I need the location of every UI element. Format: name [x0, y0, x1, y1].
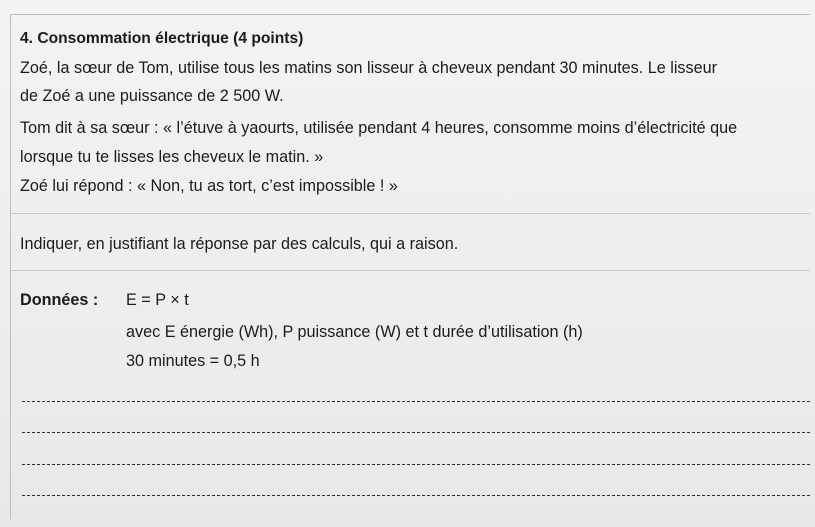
- formula: E = P × t: [126, 291, 189, 309]
- top-border: [10, 14, 810, 15]
- instruction-text: Indiquer, en justifiant la réponse par des calculs, qui a raison.: [20, 235, 459, 253]
- paragraph-2-line-1: Tom dit à sa sœur : « l’étuve à yaourts, utilisée pendant 4 heures, consomme moins d’électricité que: [20, 119, 738, 137]
- formula-definition: avec E énergie (Wh), P puissance (W) et t durée d’utilisation (h): [126, 323, 583, 341]
- paragraph-2-line-2: lorsque tu te lisses les cheveux le matin. »: [20, 148, 324, 166]
- paragraph-1-line-1: Zoé, la sœur de Tom, utilise tous les matins son lisseur à cheveux pendant 30 minutes. Le lisseur: [20, 59, 718, 77]
- answer-line-1[interactable]: [22, 401, 810, 402]
- exercise-title: 4. Consommation électrique (4 points): [20, 30, 304, 47]
- section-divider-1: [10, 213, 810, 214]
- answer-line-2[interactable]: [22, 432, 810, 433]
- answer-line-3[interactable]: [22, 464, 810, 465]
- paragraph-3: Zoé lui répond : « Non, tu as tort, c’est impossible ! »: [20, 177, 398, 195]
- data-label: Données :: [20, 291, 99, 309]
- section-divider-2: [10, 270, 810, 271]
- left-border: [10, 14, 11, 519]
- time-conversion: 30 minutes = 0,5 h: [126, 352, 260, 370]
- answer-line-4[interactable]: [22, 495, 810, 496]
- paragraph-1-line-2: de Zoé a une puissance de 2 500 W.: [20, 87, 284, 105]
